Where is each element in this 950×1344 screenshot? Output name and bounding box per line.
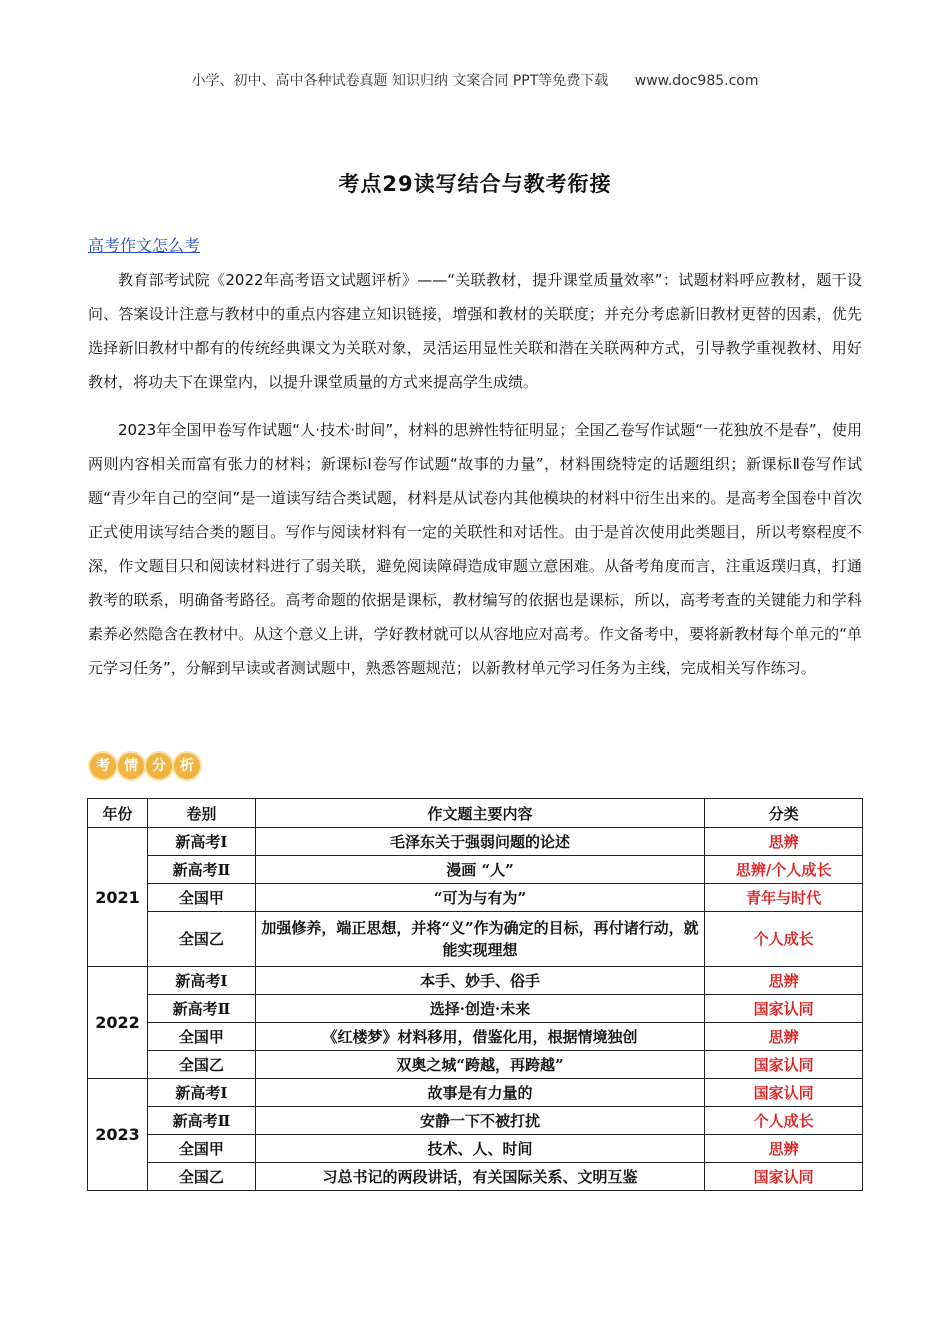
category-cell: 思辨 [705, 828, 863, 856]
content-cell: 故事是有力量的 [255, 1079, 704, 1107]
volume-cell: 全国乙 [147, 1163, 255, 1191]
content-cell: 安静一下不被打扰 [255, 1107, 704, 1135]
badge-char: 考 [90, 753, 116, 779]
section-heading-link[interactable]: 高考作文怎么考 [88, 236, 201, 255]
header-category: 分类 [705, 799, 863, 828]
table-row [88, 1051, 863, 1079]
content-cell: 选择·创造·未来 [255, 995, 704, 1023]
category-cell: 思辨 [705, 1023, 863, 1051]
category-cell: 国家认同 [705, 1163, 863, 1191]
content-cell: 习总书记的两段讲话，有关国际关系、文明互鉴 [255, 1163, 704, 1191]
content-cell: 毛泽东关于强弱问题的论述 [255, 828, 704, 856]
table-row [88, 1023, 863, 1051]
header-content: 作文题主要内容 [255, 799, 704, 828]
volume-cell: 全国甲 [147, 1023, 255, 1051]
category-cell: 青年与时代 [705, 884, 863, 912]
year-cell: 2022 [88, 967, 148, 1079]
table-row [88, 967, 863, 995]
category-cell: 国家认同 [705, 1079, 863, 1107]
header-volume: 卷别 [147, 799, 255, 828]
badge-char: 情 [118, 753, 144, 779]
header-year: 年份 [88, 799, 148, 828]
paragraph-1: 教育部考试院《2022年高考语文试题评析》——“关联教材，提升课堂质量效率”：试题材料呼应教材，题干设问、答案设计注意与教材中的重点内容建立知识链接，增强和教材的关联度；并充分考虑新旧教材更替的因素，优先选择新旧教材中都有的传统经典课文为关联对象，灵活运用显性关联和潜在关联两种方式，引导教学重视教材、用好教材，将功夫下在课堂内，以提升课堂质量的方式来提高学生成绩。 [88, 271, 862, 391]
table-row [88, 828, 863, 856]
page-title: 考点29读写结合与教考衔接 [338, 172, 612, 196]
table-row [88, 884, 863, 912]
table-row [88, 1163, 863, 1191]
volume-cell: 新高考Ⅱ [147, 856, 255, 884]
category-cell: 国家认同 [705, 995, 863, 1023]
category-cell: 个人成长 [705, 1107, 863, 1135]
volume-cell: 全国甲 [147, 884, 255, 912]
content-cell: 本手、妙手、俗手 [255, 967, 704, 995]
volume-cell: 新高考Ⅰ [147, 828, 255, 856]
content-cell: 双奥之城“跨越，再跨越” [255, 1051, 704, 1079]
content-cell: 漫画 “人” [255, 856, 704, 884]
category-cell: 思辨 [705, 1135, 863, 1163]
content-cell: 《红楼梦》材料移用，借鉴化用，根据情境独创 [255, 1023, 704, 1051]
year-cell: 2021 [88, 828, 148, 967]
badge-char: 分 [146, 753, 172, 779]
table-row [88, 1107, 863, 1135]
volume-cell: 全国乙 [147, 1051, 255, 1079]
volume-cell: 全国甲 [147, 1135, 255, 1163]
table-header-row [88, 799, 863, 828]
header-text: 小学、初中、高中各种试卷真题 知识归纳 文案合同 PPT等免费下载 [191, 73, 609, 89]
paragraph-2: 2023年全国甲卷写作试题“人·技术·时间”，材料的思辨性特征明显；全国乙卷写作试题“一花独放不是春”，使用两则内容相关而富有张力的材料；新课标Ⅰ卷写作试题“故事的力量”，材料围绕特定的话题组织；新课标Ⅱ卷写作试题“青少年自己的空间”是一道读写结合类试题，材料是从试卷内其他模块的材料中衍生出来的。是高考全国卷中首次正式使用读写结合类的题目。写作与阅读材料有一定的关联性和对话性。由于是首次使用此类题目，所以考察程度不深，作文题目只和阅读材料进行了弱关联，避免阅读障碍造成审题立意困难。从备考角度而言，注重返璞归真，打通教考的联系，明确备考路径。高考命题的依据是课标，教材编写的依据也是课标，所以，高考考查的关键能力和学科素养必然隐含在教材中。从这个意义上讲，学好教材就可以从容地应对高考。作文备考中，要将新教材每个单元的“单元学习任务”，分解到早读或者测试题中，熟悉答题规范；以新教材单元学习任务为主线，完成相关写作练习。 [88, 421, 862, 677]
volume-cell: 新高考Ⅱ [147, 995, 255, 1023]
table-row [88, 1079, 863, 1107]
analysis-badge [90, 753, 200, 779]
volume-cell: 新高考Ⅰ [147, 1079, 255, 1107]
badge-char: 析 [174, 753, 200, 779]
content-cell: 加强修养，端正思想，并将“义”作为确定的目标，再付诸行动，就能实现理想 [255, 912, 704, 967]
category-cell: 思辨 [705, 967, 863, 995]
table-row [88, 912, 863, 967]
table-row [88, 1135, 863, 1163]
page-header [0, 70, 950, 90]
volume-cell: 新高考Ⅱ [147, 1107, 255, 1135]
year-cell: 2023 [88, 1079, 148, 1191]
header-site-link[interactable]: www.doc985.com [634, 73, 759, 89]
content-cell: 技术、人、时间 [255, 1135, 704, 1163]
exam-topics-table [87, 798, 863, 1191]
category-cell: 思辨/个人成长 [705, 856, 863, 884]
table-row [88, 856, 863, 884]
category-cell: 国家认同 [705, 1051, 863, 1079]
volume-cell: 新高考Ⅰ [147, 967, 255, 995]
volume-cell: 全国乙 [147, 912, 255, 967]
table-row [88, 995, 863, 1023]
content-cell: “可为与有为” [255, 884, 704, 912]
category-cell: 个人成长 [705, 912, 863, 967]
